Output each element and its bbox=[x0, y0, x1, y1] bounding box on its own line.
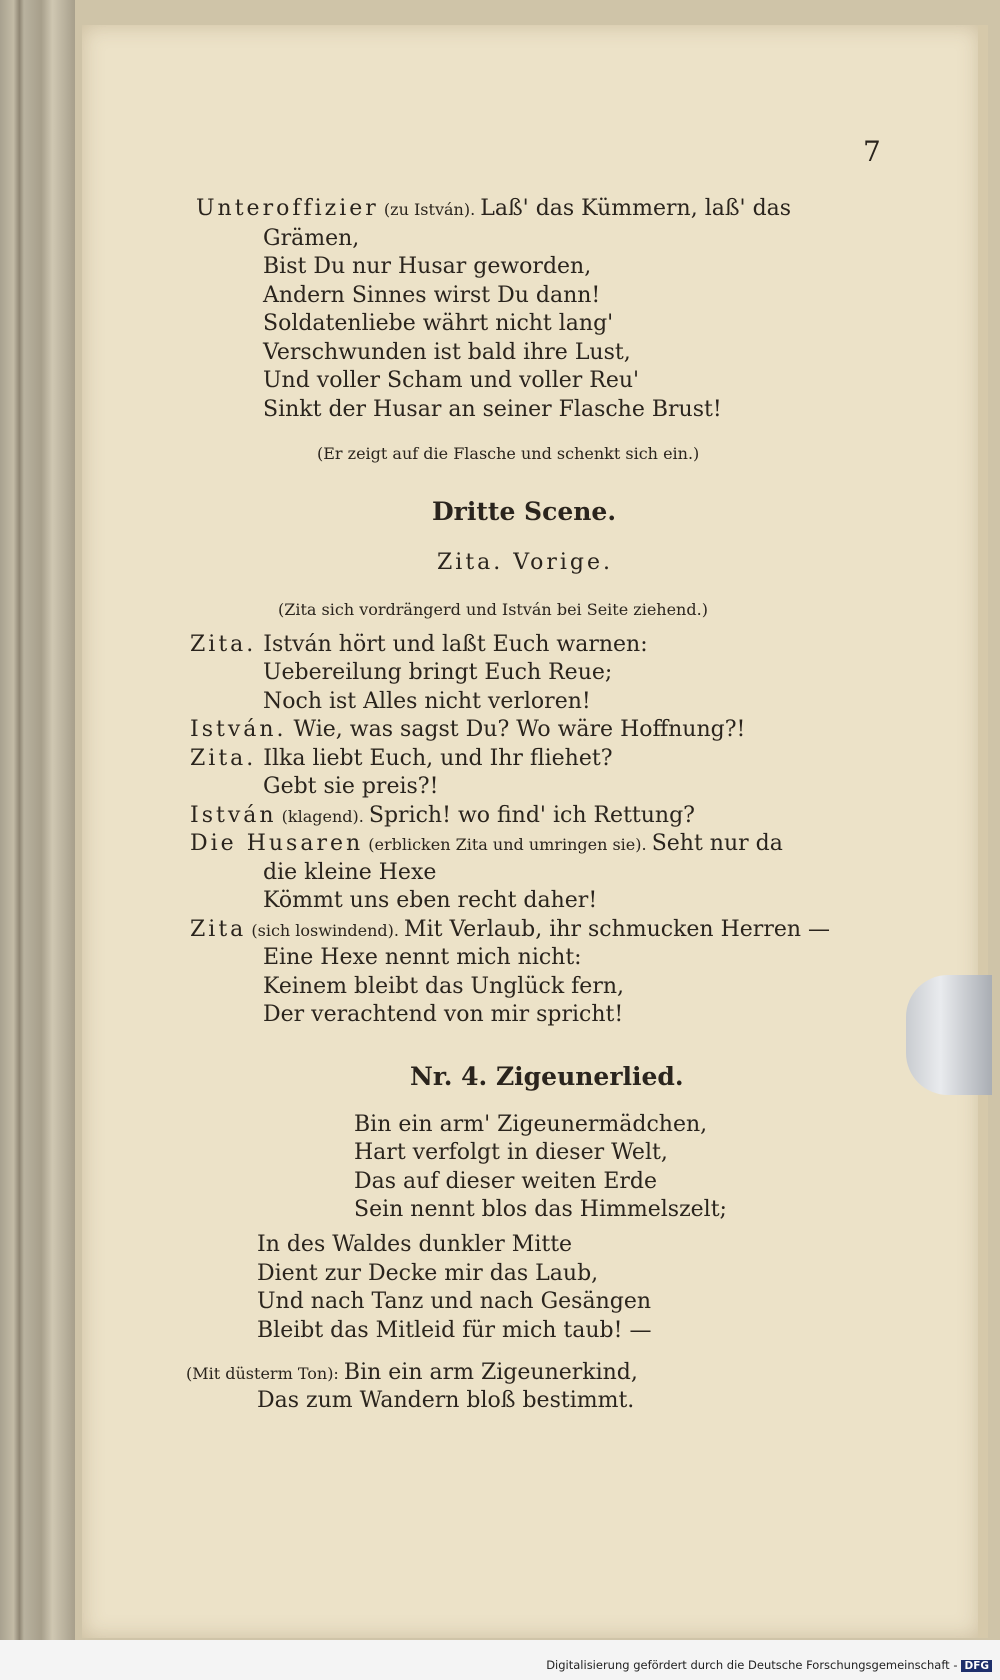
text-line bbox=[190, 717, 745, 743]
text-line bbox=[354, 1140, 668, 1166]
text-line bbox=[263, 368, 639, 394]
text-span: Laß' das Kümmern, laß' das bbox=[480, 196, 792, 221]
text-span: Das zum Wandern bloß bestimmt. bbox=[257, 1388, 635, 1413]
text-span: Sprich! wo find' ich Rettung? bbox=[368, 803, 695, 828]
text-line bbox=[263, 660, 612, 686]
text-line bbox=[257, 1261, 598, 1287]
text-line bbox=[263, 311, 613, 337]
text-line bbox=[263, 1002, 623, 1028]
text-span: (Er zeigt auf die Flasche und schenkt sich ein.) bbox=[317, 444, 700, 463]
text-span: Verschwunden ist bald ihre Lust, bbox=[263, 340, 631, 365]
text-line bbox=[354, 1112, 707, 1138]
text-line bbox=[263, 254, 591, 280]
book-spine bbox=[0, 0, 75, 1640]
text-line bbox=[263, 888, 597, 914]
text-span: Und nach Tanz und nach Gesängen bbox=[257, 1289, 652, 1314]
text-line bbox=[257, 1232, 572, 1258]
text-span: Sein nennt blos das Himmelszelt; bbox=[354, 1197, 727, 1222]
text-line bbox=[263, 283, 600, 309]
text-line bbox=[263, 860, 436, 886]
text-span: Wie, was sagst Du? Wo wäre Hoffnung?! bbox=[286, 717, 746, 742]
text-line bbox=[257, 1289, 651, 1315]
text-line bbox=[263, 340, 631, 366]
text-line bbox=[257, 1388, 634, 1414]
text-line bbox=[196, 196, 791, 223]
text-span: Bleibt das Mitleid für mich taub! — bbox=[257, 1318, 652, 1343]
text-span: Gebt sie preis?! bbox=[263, 774, 439, 799]
text-line bbox=[257, 1318, 651, 1344]
text-line bbox=[190, 917, 830, 944]
text-span: Andern Sinnes wirst Du dann! bbox=[263, 283, 601, 308]
footer-credit bbox=[546, 1658, 992, 1672]
text-line bbox=[263, 974, 624, 1000]
text-span: Bin ein arm Zigeunerkind, bbox=[343, 1360, 638, 1385]
text-span: Uebereilung bringt Euch Reue; bbox=[263, 660, 613, 685]
text-line bbox=[317, 440, 699, 467]
page-edge bbox=[978, 25, 988, 1638]
text-span: (Zita sich vordrängerd und István bei Seite ziehend.) bbox=[278, 600, 708, 619]
text-span: István bbox=[190, 803, 277, 828]
text-span: Noch ist Alles nicht verloren! bbox=[263, 689, 591, 714]
text-span: (Mit düsterm Ton): bbox=[186, 1364, 344, 1383]
text-span: Unteroffizier bbox=[196, 196, 379, 221]
dfg-logo: DFG bbox=[961, 1660, 992, 1672]
text-span: Hart verfolgt in dieser Welt, bbox=[354, 1140, 668, 1165]
text-line bbox=[263, 226, 359, 252]
text-span: die kleine Hexe bbox=[263, 860, 437, 885]
text-line bbox=[190, 803, 695, 830]
text-span: Der verachtend von mir spricht! bbox=[263, 1002, 624, 1027]
text-span: (sich loswindend). bbox=[246, 921, 405, 940]
text-span: Kömmt uns eben recht daher! bbox=[263, 888, 598, 913]
page-number: 7 bbox=[863, 135, 881, 168]
text-span: Bist Du nur Husar geworden, bbox=[263, 254, 592, 279]
text-line bbox=[186, 1360, 638, 1387]
text-span: Sinkt der Husar an seiner Flasche Brust! bbox=[263, 397, 722, 422]
text-line bbox=[190, 831, 783, 858]
text-span: Soldatenliebe währt nicht lang' bbox=[263, 311, 614, 336]
page-clip-icon bbox=[906, 975, 992, 1095]
text-span: Seht nur da bbox=[651, 831, 783, 856]
text-line bbox=[354, 1197, 727, 1223]
text-span: Eine Hexe nennt mich nicht: bbox=[263, 945, 582, 970]
text-line bbox=[190, 746, 613, 772]
text-span: Bin ein arm' Zigeunermädchen, bbox=[354, 1112, 708, 1137]
text-span: In des Waldes dunkler Mitte bbox=[257, 1232, 573, 1257]
text-span: Zita. bbox=[190, 746, 257, 771]
text-line bbox=[190, 632, 648, 658]
text-span: Zita bbox=[190, 917, 247, 942]
text-span: Keinem bleibt das Unglück fern, bbox=[263, 974, 625, 999]
text-line bbox=[432, 499, 616, 527]
text-span: (erblicken Zita und umringen sie). bbox=[363, 835, 652, 854]
text-span: Und voller Scham und voller Reu' bbox=[263, 368, 640, 393]
text-span: István hört und laßt Euch warnen: bbox=[256, 632, 648, 657]
text-span: Nr. 4. Zigeunerlied. bbox=[410, 1062, 684, 1091]
text-span: Die Husaren bbox=[190, 831, 364, 856]
text-span: Mit Verlaub, ihr schmucken Herren — bbox=[404, 917, 831, 942]
text-span: Dritte Scene. bbox=[432, 497, 617, 526]
text-line bbox=[354, 1169, 657, 1195]
text-span: (zu István). bbox=[378, 200, 481, 219]
text-line bbox=[410, 1064, 684, 1092]
text-line bbox=[263, 945, 582, 971]
text-span: István. bbox=[190, 717, 287, 742]
text-span: Dient zur Decke mir das Laub, bbox=[257, 1261, 599, 1286]
footer-credit-text: Digitalisierung gefördert durch die Deutsche Forschungsgemeinschaft - bbox=[546, 1658, 958, 1672]
text-span: Zita. Vorige. bbox=[437, 550, 614, 575]
text-span: Das auf dieser weiten Erde bbox=[354, 1169, 658, 1194]
text-span: Grämen, bbox=[263, 226, 360, 251]
text-span: Zita. bbox=[190, 632, 257, 657]
text-span: (klagend). bbox=[276, 807, 369, 826]
text-span: Ilka liebt Euch, und Ihr fliehet? bbox=[256, 746, 613, 771]
text-line bbox=[263, 774, 438, 800]
text-line bbox=[278, 596, 708, 623]
text-line bbox=[263, 397, 722, 423]
text-line bbox=[437, 550, 613, 576]
text-line bbox=[263, 689, 591, 715]
